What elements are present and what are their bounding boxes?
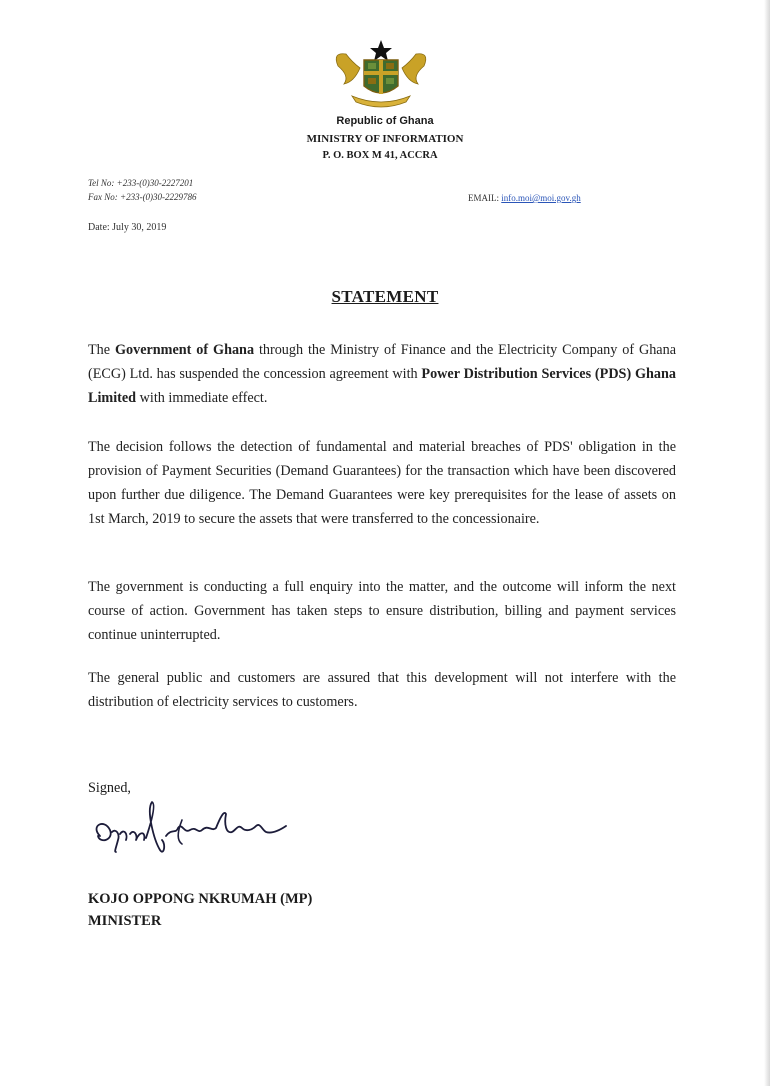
statement-title: STATEMENT (331, 287, 439, 306)
ministry-heading: MINISTRY OF INFORMATION (306, 133, 464, 145)
minister-title: MINISTER (88, 913, 162, 929)
p1-bold-government: Government of Ghana (114, 342, 255, 358)
paragraph-2: The decision follows the detection of fundamental and material breaches of PDS' obligation in the provision of Payment Securities (Demand Guarantees) for the transaction which have been discovered upon further due diligence. The Demand Guarantees were key prerequisites for the lease of assets on 1st March, 2019 to secure the assets that were transferred to the concessionaire. (88, 439, 676, 527)
republic-heading: Republic of Ghana (336, 115, 434, 127)
email-link[interactable]: info.moi@moi.gov.gh (501, 193, 581, 203)
email-line (468, 193, 581, 203)
paragraph-3: The government is conducting a full enquiry into the matter, and the outcome will inform the next course of action. Government has taken steps to ensure distribution, billing and payment services continue uninterrupted. (88, 579, 676, 643)
date-line: Date: July 30, 2019 (88, 222, 167, 233)
paragraph-4: The general public and customers are assured that this development will not interfere with the distribution of electricity services to customers. (88, 670, 676, 710)
ghana-coat-of-arms-icon (330, 38, 432, 108)
handwritten-signature-icon (86, 800, 296, 860)
p1-text-e: with immediate effect. (136, 390, 268, 406)
p1-text-a: The (88, 342, 115, 358)
paragraph-1 (88, 338, 676, 410)
address-line: P. O. BOX M 41, ACCRA (322, 150, 438, 161)
email-label: EMAIL: (468, 193, 502, 203)
tel-number: Tel No: +233-(0)30-2227201 (88, 178, 194, 188)
p1-bold-pds: Power Distribution Services (PDS) Ghana Limited (88, 366, 676, 406)
signed-label: Signed, (88, 780, 131, 796)
fax-number: Fax No: +233-(0)30-2229786 (88, 192, 197, 202)
minister-name: KOJO OPPONG NKRUMAH (MP) (88, 891, 313, 907)
page-edge-shadow (764, 0, 770, 1086)
p1-text-c: through the Ministry of Finance and the Electricity Company of Ghana (ECG) Ltd. has suspended the concession agreement with (88, 342, 676, 382)
